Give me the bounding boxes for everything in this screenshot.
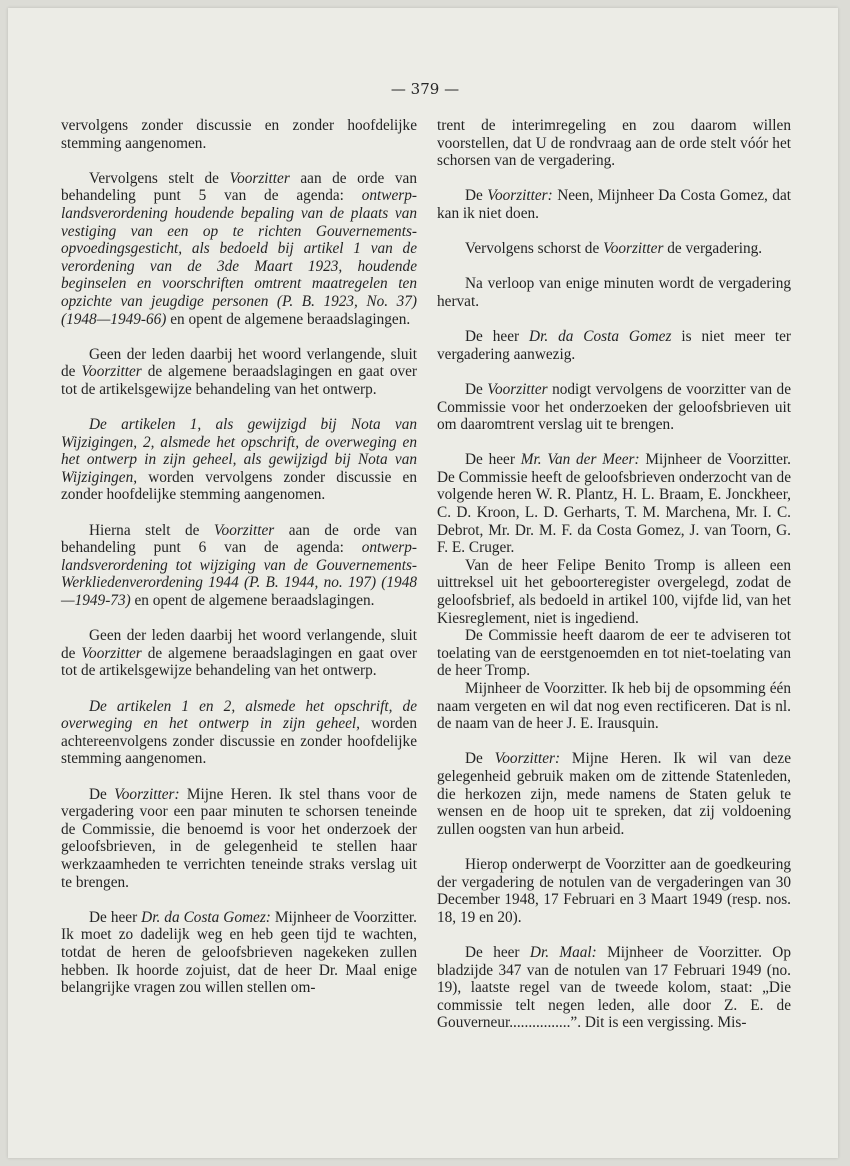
paragraph: De heer Mr. Van der Meer: Mijnheer de Voorzitter. De Commissie heeft de geloofsbrieven onderzocht van de volgende heren W. R. Plantz, H. L. Braam, E. Jonckheer, C. D. Kroon, L. D. Gerharts, T. M. Marchena, Mr. I. C. Debrot, Mr. Dr. M. F. da Costa Gomez, J. van Toorn, G. F. E. Cruger. bbox=[437, 451, 791, 557]
paragraph: trent de interimregeling en zou daarom willen voorstellen, dat U de rondvraag aan de orde stelt vóór het schorsen van de vergadering. bbox=[437, 117, 791, 170]
paragraph: De heer Dr. da Costa Gomez is niet meer ter vergadering aanwezig. bbox=[437, 328, 791, 363]
right-column bbox=[437, 117, 791, 1032]
paragraph: Vervolgens stelt de Voorzitter aan de orde van behandeling punt 5 van de agenda: ontwerp-landsverordening houdende bepaling van de plaats van vestiging van een op te richten Gouvernements-opvoedingsgesticht, als bedoeld bij artikel 1 van de verordening van de 3de Maart 1923, houdende beginselen en voorschriften omtrent maatregelen ten opzichte van jeugdige personen (P. B. 1923, No. 37) (1948—1949-66) en opent de algemene beraadslagingen. bbox=[61, 169, 417, 328]
paragraph: Mijnheer de Voorzitter. Ik heb bij de opsomming één naam vergeten en wil dat nog even rectificeren. Dat is nl. de naam van de heer J. E. Irausquin. bbox=[437, 680, 791, 733]
paragraph: De artikelen 1 en 2, alsmede het opschrift, de overweging en het ontwerp in zijn geheel, worden achtereenvolgens zonder discussie en zonder hoofdelijke stemming aangenomen. bbox=[61, 697, 417, 768]
paragraph: vervolgens zonder discussie en zonder hoofdelijke stemming aangenomen. bbox=[61, 117, 417, 152]
paragraph: Geen der leden daarbij het woord verlangende, sluit de Voorzitter de algemene beraadslagingen en gaat over tot de artikelsgewijze behandeling van het ontwerp. bbox=[61, 627, 418, 680]
paragraph: Hierop onderwerpt de Voorzitter aan de goedkeuring der vergadering de notulen van de vergaderingen van 30 December 1948, 17 Februari en 3 Maart 1949 (resp. nos. 18, 19 en 20). bbox=[437, 855, 791, 926]
paragraph: Van de heer Felipe Benito Tromp is alleen een uittreksel uit het geboorteregister overgelegd, zodat de geloofsbrief, als bedoeld in artikel 100, vijfde lid, van het Kiesreglement, niet is ingediend. bbox=[437, 556, 791, 627]
paragraph: Hierna stelt de Voorzitter aan de orde van behandeling punt 6 van de agenda: ontwerp-landsverordening tot wijziging van de Gouvernements-Werkliedenverordening 1944 (P. B. 1944, no. 197) (1948—1949-73) en opent de algemene beraadslagingen. bbox=[61, 521, 417, 610]
paragraph: De heer Dr. da Costa Gomez: Mijnheer de Voorzitter. Ik moet zo dadelijk weg en heb geen tijd te wachten, totdat de heren de geloofsbrieven nagekeken zullen hebben. Ik hoorde zojuist, dat de heer Dr. Maal enige belangrijke vragen zou willen stellen om- bbox=[61, 908, 417, 997]
paragraph: Geen der leden daarbij het woord verlangende, sluit de Voorzitter de algemene beraadslagingen en gaat over tot de artikelsgewijze behandeling van het ontwerp. bbox=[61, 345, 418, 398]
paragraph: De Voorzitter: Neen, Mijnheer Da Costa Gomez, dat kan ik niet doen. bbox=[437, 187, 791, 222]
left-column bbox=[61, 117, 417, 997]
paragraph: De Commissie heeft daarom de eer te adviseren tot toelating van de eerstgenoemden en tot niet-toelating van de heer Tromp. bbox=[437, 627, 791, 680]
paragraph: Vervolgens schorst de Voorzitter de vergadering. bbox=[465, 240, 763, 258]
paragraph: De Voorzitter nodigt vervolgens de voorzitter van de Commissie voor het onderzoeken der geloofsbrieven uit om daaromtrent verslag uit te brengen. bbox=[437, 380, 791, 434]
paragraph: De Voorzitter: Mijne Heren. Ik wil van deze gelegenheid gebruik maken om de zittende Statenleden, die herkozen zijn, mede namens de Staten geluk te wensen en de hoop uit te spreken, dat zij voldoening zullen oogsten van hun arbeid. bbox=[437, 750, 791, 838]
paragraph: Na verloop van enige minuten wordt de vergadering hervat. bbox=[437, 275, 791, 310]
paragraph: De Voorzitter: Mijne Heren. Ik stel thans voor de vergadering voor een paar minuten te schorsen teneinde de Commissie, die benoemd is voor het onderzoek der geloofsbrieven, in de gelegenheid te stellen haar werkzaamheden te verrichten teneinde straks verslag uit te brengen. bbox=[61, 785, 417, 891]
page-number: — 379 — bbox=[390, 80, 460, 98]
paragraph: De artikelen 1, als gewijzigd bij Nota van Wijzigingen, 2, alsmede het opschrift, de overweging en het ontwerp in zijn geheel, als gewijzigd bij Nota van Wijzigingen, worden vervolgens zonder discussie en zonder hoofdelijke stemming aangenomen. bbox=[61, 416, 417, 504]
paragraph: De heer Dr. Maal: Mijnheer de Voorzitter. Op bladzijde 347 van de notulen van 17 Februari 1949 (no. 19), laatste regel van de tweede kolom, staat: „Die commissie telt negen leden, alle door Z. E. de Gouverneur................”. Dit is een vergissing. Mis- bbox=[437, 943, 792, 1032]
